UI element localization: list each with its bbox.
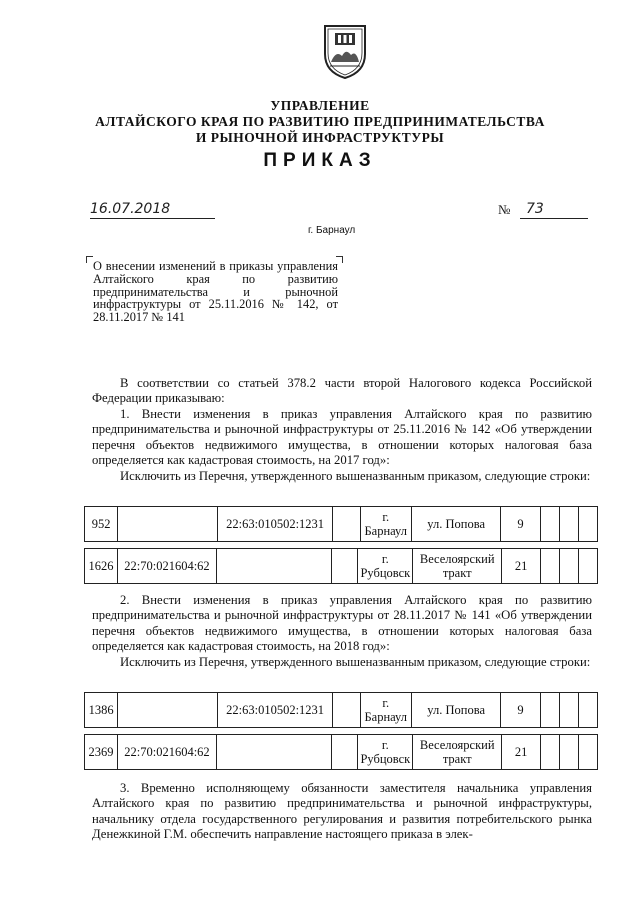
row-number: 1386 (85, 693, 118, 728)
cadastral-a: 22:70:021604:62 (117, 735, 216, 770)
cadastral-b: 22:63:010502:1231 (217, 507, 333, 542)
cadastral-a (118, 693, 218, 728)
number-field (520, 200, 588, 219)
subject-text: О внесении изменений в приказы управления Алтайского края по развитию предпринимательства и рыночной инфраструктуры от 25.11.2016 № 142, от 28.11.2017 № 141 (93, 259, 338, 325)
item-1-paragraph: 1. Внести изменения в приказ управления Алтайского края по развитию предпринимательства и рыночной инфраструктуры от 25.11.2016 № 142 «Об утверждении перечня объектов недвижимого имущества, в отношении которых налоговая база определяется как кадастровая стоимость, на 2017 год»: (92, 407, 592, 467)
city-cell: г. Барнаул (360, 507, 411, 542)
city-label: г. Барнаул (308, 225, 356, 236)
row-number: 2369 (85, 735, 118, 770)
table-row (84, 692, 598, 728)
exclude-1-paragraph: Исключить из Перечня, утвержденного вышеназванным приказом, следующие строки: (120, 469, 591, 483)
coat-of-arms-icon (322, 22, 368, 80)
exclude-2-paragraph: Исключить из Перечня, утвержденного вышеназванным приказом, следующие строки: (120, 655, 591, 669)
org-name-line-3: И РЫНОЧНОЙ ИНФРАСТРУКТУРЫ (195, 130, 445, 145)
row-number: 952 (85, 507, 118, 542)
item-2-paragraph: 2. Внести изменения в приказ управления Алтайского края по развитию предпринимательства и рыночной инфраструктуры от 28.11.2017 № 141 «Об утверждении перечня объектов недвижимого имущества, в отношении которых налоговая база определяется как кадастровая стоимость, на 2018 год»: (92, 593, 592, 653)
table-row (84, 734, 598, 770)
table-row (84, 506, 598, 542)
street-cell: ул. Попова (411, 507, 501, 542)
cadastral-b (216, 549, 331, 584)
cadastral-a (118, 507, 218, 542)
city-cell: г. Рубцовск (358, 735, 413, 770)
street-cell: Веселоярский тракт (413, 549, 502, 584)
house-cell: 21 (502, 735, 541, 770)
item-3-paragraph: 3. Временно исполняющему обязанности заместителя начальника управления Алтайского края по развитию предпринимательства и рыночной инфраструктуры, начальнику отдела государственного регулирования и развития потребительского рынка Денежкиной Г.М. обеспечить направление настоящего приказа в элек- (92, 781, 592, 841)
bracket-left (86, 256, 93, 263)
cadastral-a: 22:70:021604:62 (117, 549, 216, 584)
house-cell: 9 (501, 693, 540, 728)
intro-paragraph: В соответствии со статьей 378.2 части второй Налогового кодекса Российской Федерации приказываю: (92, 376, 592, 406)
cadastral-b (216, 735, 331, 770)
table-row (84, 548, 598, 584)
city-cell: г. Рубцовск (358, 549, 413, 584)
street-cell: Веселоярский тракт (413, 735, 502, 770)
date-field (90, 200, 215, 219)
house-cell: 9 (501, 507, 540, 542)
org-name-line-1: УПРАВЛЕНИЕ (270, 98, 370, 113)
org-name-line-2: АЛТАЙСКОГО КРАЯ ПО РАЗВИТИЮ ПРЕДПРИНИМАТЕЛЬСТВА (95, 114, 545, 129)
document-type: ПРИКАЗ (263, 150, 377, 171)
house-cell: 21 (502, 549, 541, 584)
street-cell: ул. Попова (411, 693, 501, 728)
cadastral-b: 22:63:010502:1231 (217, 693, 333, 728)
row-number: 1626 (85, 549, 118, 584)
number-label: № (498, 202, 511, 217)
number-value: 73 (526, 201, 544, 217)
date-value: 16.07.2018 (90, 201, 171, 217)
city-cell: г. Барнаул (360, 693, 411, 728)
